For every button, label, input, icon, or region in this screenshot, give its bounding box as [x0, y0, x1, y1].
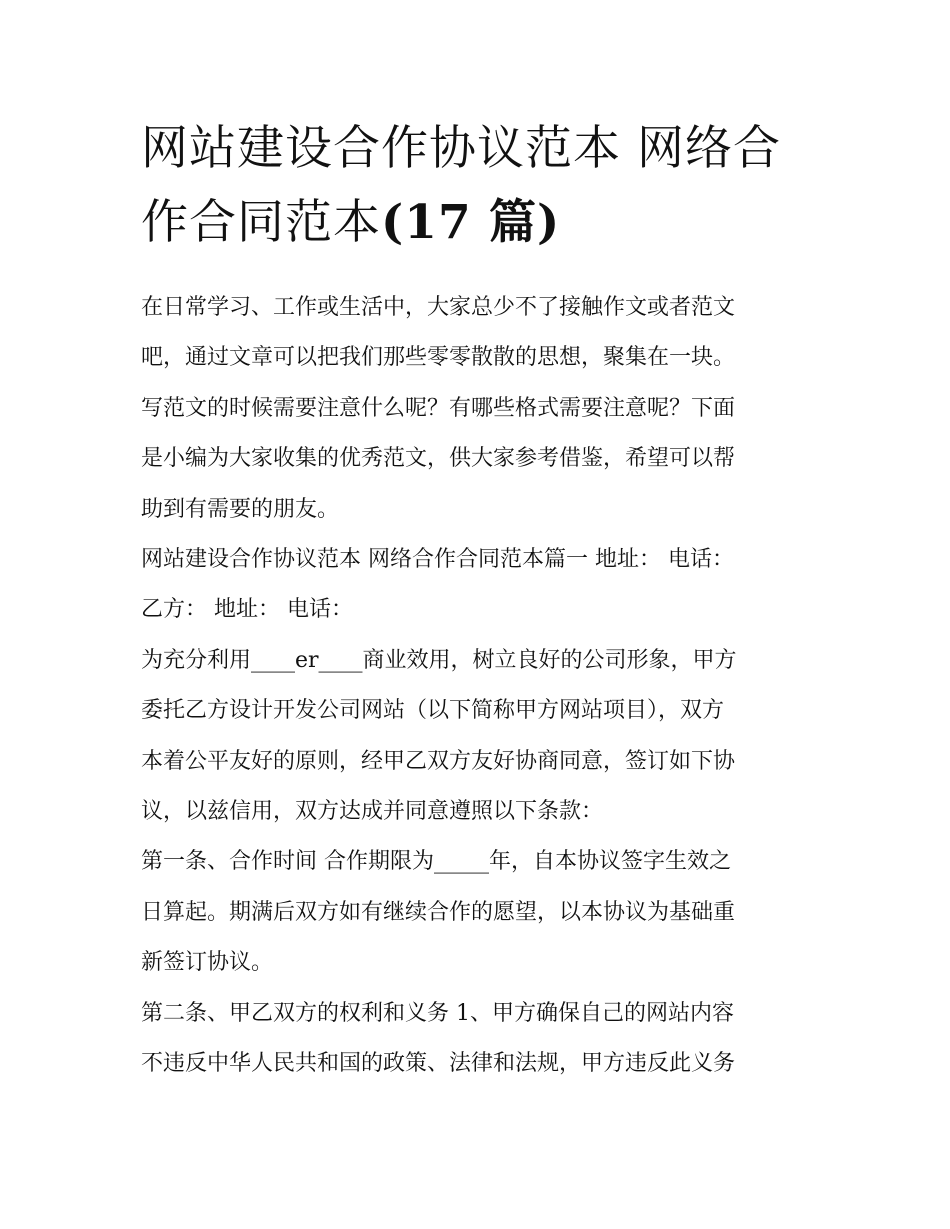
article-one-paragraph [141, 837, 821, 988]
document-page [141, 112, 821, 1090]
intro-paragraph [141, 283, 821, 535]
text-line: 第一条、合作时间 合作期限为_____年，自本协议签字生效之 [141, 849, 731, 875]
title-line-2 [141, 186, 821, 260]
preamble-paragraph [141, 636, 821, 838]
title-line-1: 网站建设合作协议范本 网络合 [141, 121, 781, 176]
text-line: 不违反中华人民共和国的政策、法律和法规，甲方违反此义务 [141, 1051, 736, 1077]
text-line: 是小编为大家收集的优秀范文，供大家参考借鉴，希望可以帮 [141, 446, 736, 472]
text-line: 第二条、甲乙双方的权利和义务 1、甲方确保自己的网站内容 [141, 1000, 734, 1026]
text-line: 日算起。期满后双方如有继续合作的愿望，以本协议为基础重 [141, 899, 736, 925]
text-line: 本着公平友好的原则，经甲乙双方友好协商同意，签订如下协 [141, 748, 736, 774]
document-title [141, 112, 821, 260]
text-line: 乙方： 地址： 电话： [141, 597, 353, 623]
article-two-paragraph [141, 989, 821, 1090]
title-line-2-text: 作合同范本 [141, 195, 381, 250]
text-line: 助到有需要的朋友。 [141, 496, 340, 522]
text-line: 网站建设合作协议范本 网络合作合同范本篇一 地址： 电话： [141, 547, 734, 573]
text-line: 在日常学习、工作或生活中，大家总少不了接触作文或者范文 [141, 295, 736, 320]
document-body [141, 283, 821, 1090]
text-line: 委托乙方设计开发公司网站（以下简称甲方网站项目），双方 [141, 698, 725, 724]
party-info-paragraph [141, 535, 821, 636]
title-count: (17 篇) [381, 195, 561, 250]
text-line: 写范文的时候需要注意什么呢？有哪些格式需要注意呢？下面 [141, 395, 736, 421]
text-line: 吧，通过文章可以把我们那些零零散散的思想，聚集在一块。 [141, 345, 736, 371]
text-line: 新签订协议。 [141, 950, 274, 976]
text-line: 为充分利用____er____商业效用，树立良好的公司形象，甲方 [141, 647, 737, 673]
text-line: 议，以兹信用，双方达成并同意遵照以下条款： [141, 799, 604, 825]
